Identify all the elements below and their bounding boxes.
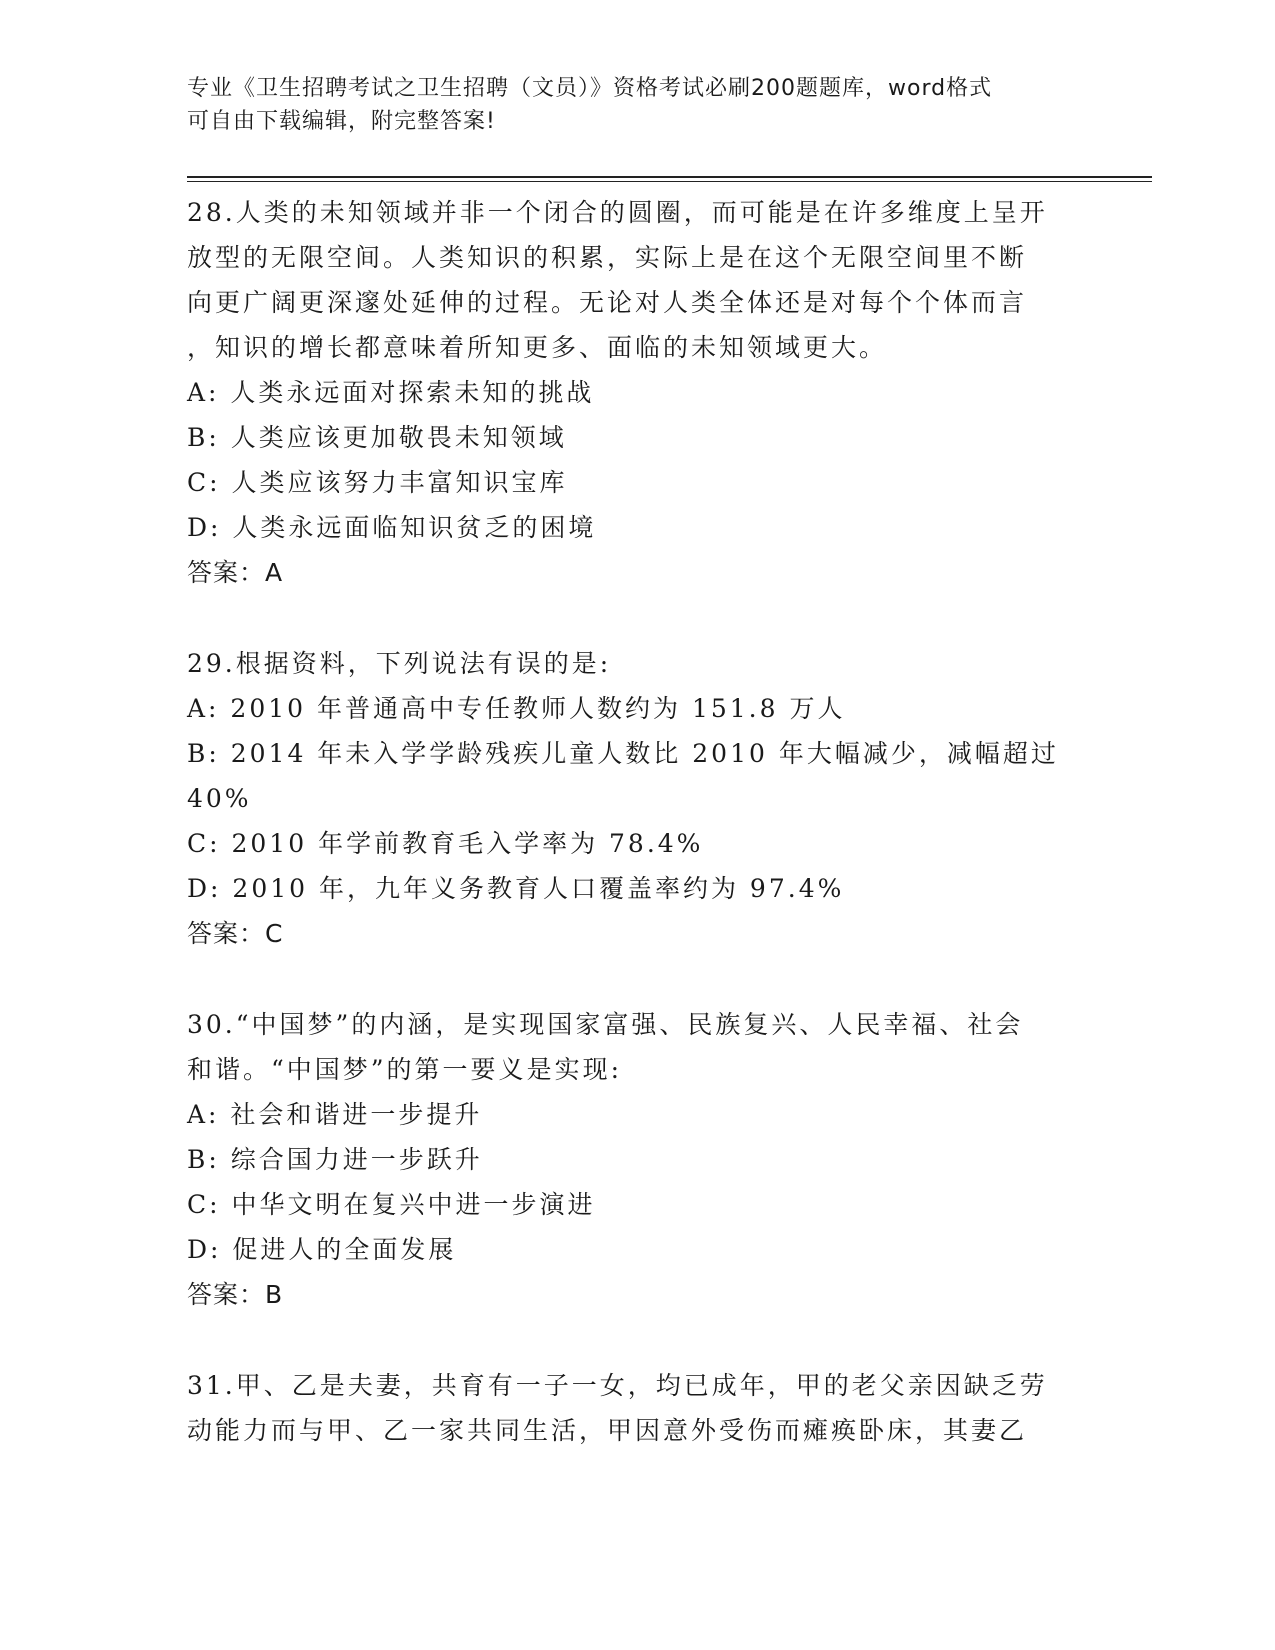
spacer bbox=[187, 1317, 1087, 1363]
header-rule-thin bbox=[187, 181, 1152, 182]
question-stem bbox=[187, 1363, 1087, 1453]
option-b: B: 2014 年未入学学龄残疾儿童人数比 2010 年大幅减少，减幅超过 bbox=[187, 739, 1059, 768]
option-a: A: 人类永远面对探索未知的挑战 bbox=[187, 378, 595, 407]
question-line: 29.根据资料，下列说法有误的是: bbox=[187, 649, 612, 678]
option-c: C: 人类应该努力丰富知识宝库 bbox=[187, 468, 568, 497]
question-list bbox=[187, 190, 1087, 1453]
question-line: 向更广阔更深邃处延伸的过程。无论对人类全体还是对每个个体而言 bbox=[187, 288, 1028, 317]
option-b-continued: 40% bbox=[187, 784, 252, 813]
question-stem bbox=[187, 190, 1087, 370]
spacer bbox=[187, 595, 1087, 641]
header-rule-thick bbox=[187, 176, 1152, 178]
question-block bbox=[187, 641, 1087, 956]
question-line: 31.甲、乙是夫妻，共育有一子一女，均已成年，甲的老父亲因缺乏劳 bbox=[187, 1371, 1048, 1400]
question-line: 28.人类的未知领域并非一个闭合的圆圈，而可能是在许多维度上呈开 bbox=[187, 198, 1048, 227]
question-line: 30.“中国梦”的内涵，是实现国家富强、民族复兴、人民幸福、社会 bbox=[187, 1010, 1024, 1039]
question-line: 动能力而与甲、乙一家共同生活，甲因意外受伤而瘫痪卧床，其妻乙 bbox=[187, 1416, 1028, 1445]
question-block bbox=[187, 1363, 1087, 1453]
option-b: B: 综合国力进一步跃升 bbox=[187, 1145, 483, 1174]
question-stem bbox=[187, 1002, 1087, 1092]
question-line: ，知识的增长都意味着所知更多、面临的未知领域更大。 bbox=[187, 333, 888, 362]
header-line-2: 可自由下载编辑，附完整答案! bbox=[187, 109, 496, 134]
question-block bbox=[187, 190, 1087, 595]
spacer bbox=[187, 956, 1087, 1002]
option-a: A: 2010 年普通高中专任教师人数约为 151.8 万人 bbox=[187, 694, 846, 723]
document-header bbox=[187, 72, 1067, 138]
option-d: D: 人类永远面临知识贫乏的困境 bbox=[187, 513, 597, 542]
option-b: B: 人类应该更加敬畏未知领域 bbox=[187, 423, 567, 452]
question-stem bbox=[187, 641, 1087, 686]
option-c: C: 中华文明在复兴中进一步演进 bbox=[187, 1190, 596, 1219]
question-line: 放型的无限空间。人类知识的积累，实际上是在这个无限空间里不断 bbox=[187, 243, 1028, 272]
option-d: D: 促进人的全面发展 bbox=[187, 1235, 457, 1264]
header-line-1: 专业《卫生招聘考试之卫生招聘（文员）》资格考试必刷200题题库，word格式 bbox=[187, 76, 993, 101]
question-block bbox=[187, 1002, 1087, 1317]
answer-label: 答案：B bbox=[187, 1280, 284, 1309]
answer-label: 答案：A bbox=[187, 558, 284, 587]
option-d: D: 2010 年，九年义务教育人口覆盖率约为 97.4% bbox=[187, 874, 845, 903]
answer-label: 答案：C bbox=[187, 919, 284, 948]
option-a: A: 社会和谐进一步提升 bbox=[187, 1100, 483, 1129]
question-line: 和谐。“中国梦”的第一要义是实现: bbox=[187, 1055, 622, 1084]
option-c: C: 2010 年学前教育毛入学率为 78.4% bbox=[187, 829, 704, 858]
